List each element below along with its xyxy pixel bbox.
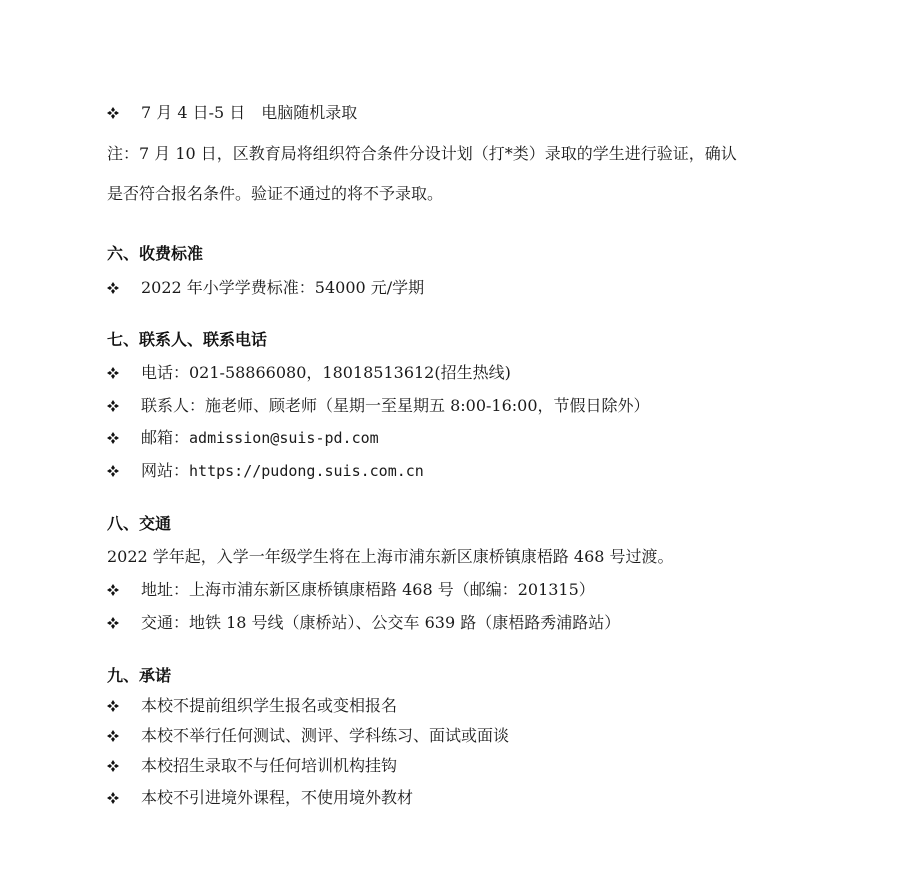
diamond-bullet-icon xyxy=(107,730,119,742)
phone-text: 电话：021-58866080，18018513612(招生热线) xyxy=(141,363,511,382)
contact-text: 联系人：施老师、顾老师（星期一至星期五 8:00-16:00，节假日除外） xyxy=(141,396,650,415)
website-label: 网站： xyxy=(141,461,190,480)
list-item xyxy=(107,756,397,776)
address-text: 地址：上海市浦东新区康桥镇康梧路 468 号（邮编：201315） xyxy=(141,580,595,599)
list-item xyxy=(107,103,357,123)
pledge-text: 本校不引进境外课程，不使用境外教材 xyxy=(141,788,414,807)
pledge-text: 本校不举行任何测试、测评、学科练习、面试或面谈 xyxy=(141,726,510,745)
transit-text: 交通：地铁 18 号线（康桥站）、公交车 639 路（康梧路秀浦路站） xyxy=(141,613,621,632)
diamond-bullet-icon xyxy=(107,432,119,444)
website-link[interactable]: https://pudong.suis.com.cn xyxy=(189,462,424,480)
section-heading: 九、承诺 xyxy=(107,666,172,685)
list-item-text: 2022 年小学学费标准：54000 元/学期 xyxy=(141,278,425,297)
list-item-text: 7 月 4 日-5 日 电脑随机录取 xyxy=(141,103,358,122)
note-line: 是否符合报名条件。验证不通过的将不予录取。 xyxy=(107,184,444,203)
note-line: 注：7 月 10 日，区教育局将组织符合条件分设计划（打*类）录取的学生进行验证，确认 xyxy=(107,144,737,163)
pledge-text: 本校不提前组织学生报名或变相报名 xyxy=(141,696,398,715)
list-item xyxy=(107,696,397,716)
diamond-bullet-icon xyxy=(107,107,119,119)
section-heading: 七、联系人、联系电话 xyxy=(107,330,268,349)
list-item xyxy=(107,278,424,298)
list-item xyxy=(107,580,595,600)
list-item xyxy=(107,396,650,416)
email-label: 邮箱： xyxy=(141,428,190,447)
diamond-bullet-icon xyxy=(107,400,119,412)
diamond-bullet-icon xyxy=(107,792,119,804)
list-item xyxy=(107,428,379,448)
list-item xyxy=(107,461,424,481)
section-heading: 八、交通 xyxy=(107,514,172,533)
pledge-text: 本校招生录取不与任何培训机构挂钩 xyxy=(141,756,398,775)
list-item xyxy=(107,788,413,808)
email-link[interactable]: admission@suis-pd.com xyxy=(189,429,379,447)
transport-intro: 2022 学年起，入学一年级学生将在上海市浦东新区康桥镇康梧路 468 号过渡。 xyxy=(107,547,674,566)
diamond-bullet-icon xyxy=(107,282,119,294)
diamond-bullet-icon xyxy=(107,584,119,596)
diamond-bullet-icon xyxy=(107,465,119,477)
diamond-bullet-icon xyxy=(107,617,119,629)
list-item xyxy=(107,363,511,383)
list-item xyxy=(107,613,620,633)
diamond-bullet-icon xyxy=(107,760,119,772)
section-heading: 六、收费标准 xyxy=(107,244,204,263)
list-item xyxy=(107,726,509,746)
diamond-bullet-icon xyxy=(107,367,119,379)
diamond-bullet-icon xyxy=(107,700,119,712)
